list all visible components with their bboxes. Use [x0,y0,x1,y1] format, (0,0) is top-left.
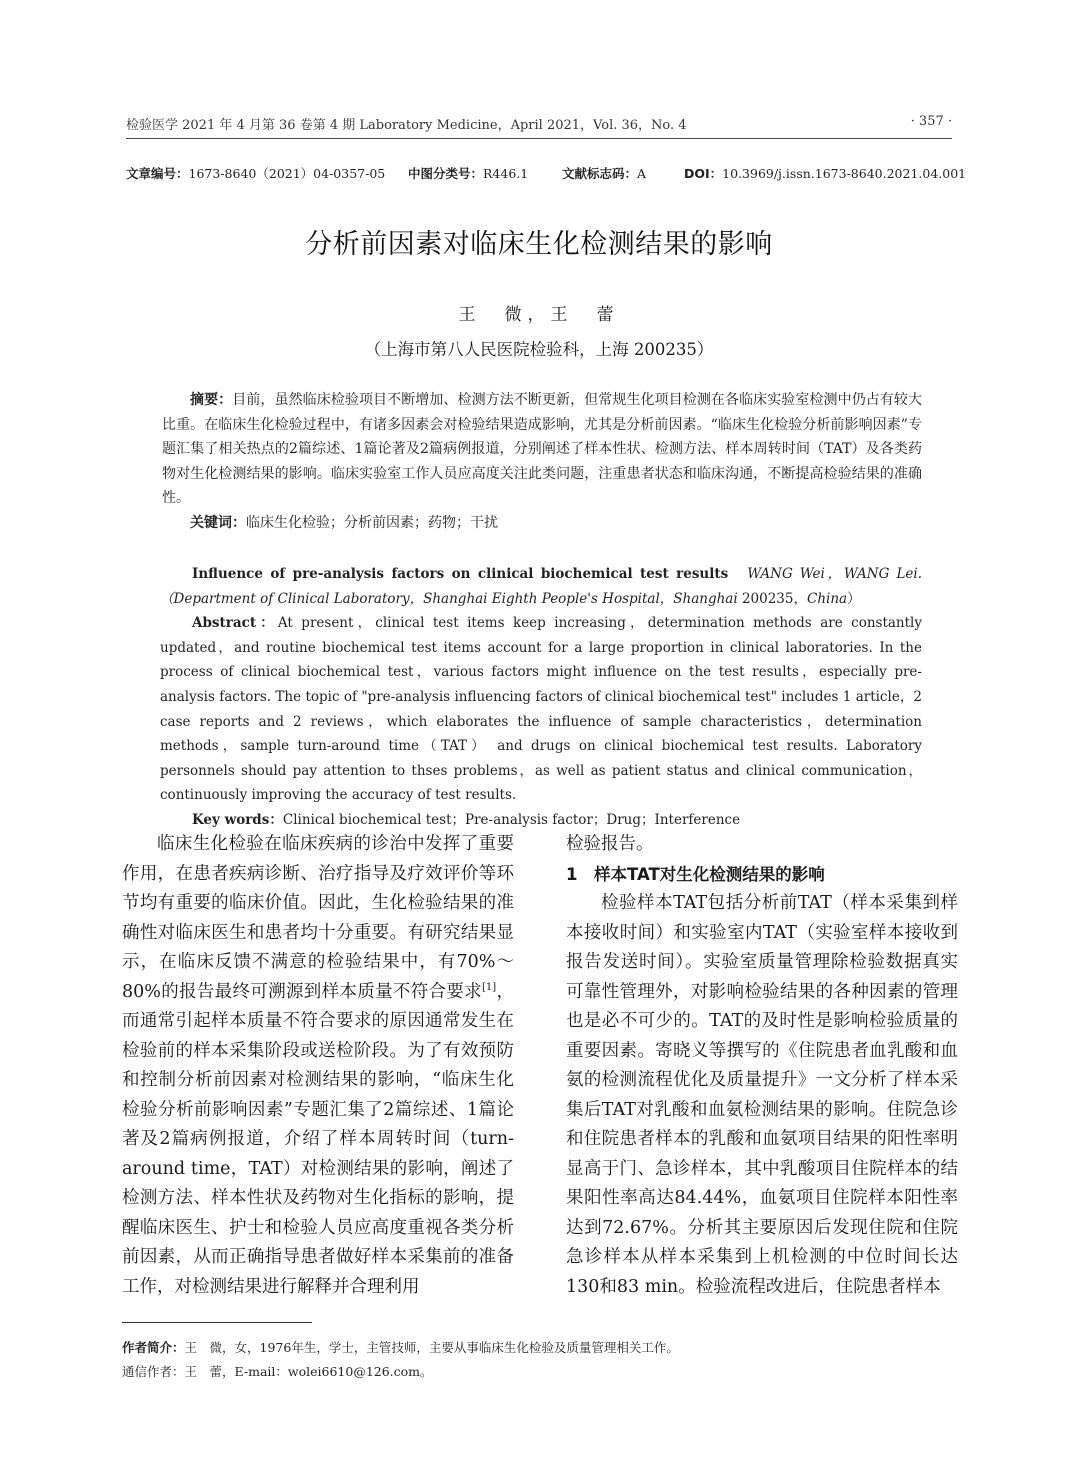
cn-abstract-text: 摘要：目前，虽然临床检验项目不断增加、检测方法不断更新，但常规生化项目检测在各临床实验室检测中仍占有较大比重。在临床生化检验过程中，有诸多因素会对检验结果造成影响，尤其是分析前因素。“临床生化检验分析前影响因素”专题汇集了相关热点的2篇综述、1篇论著及2篇病例报道，分别阐述了样本性状、检测方法、样本周转时间（TAT）及各类药物对生化检测结果的影响。临床实验室工作人员应高度关注此类问题，注重患者状态和临床沟通，不断提高检验结果的准确性。 [162,392,923,506]
body-left-column [122,830,514,1302]
article-meta [126,164,967,184]
english-abstract [160,562,922,833]
intro-paragraph: 临床生化检验在临床疾病的诊治中发挥了重要作用，在患者疾病诊断、治疗指导及疗效评价等环节均有重要的临床价值。因此，生化检验结果的准确性对临床医生和患者均十分重要。有研究结果显示，在临床反馈不满意的检验结果中，有70%～80%的报告最终可溯源到样本质量不符合要求[1]，而通常引起样本质量不符合要求的原因通常发生在检验前的样本采集阶段或送检阶段。为了有效预防和控制分析前因素对检测结果的影响，“临床生化检验分析前影响因素”专题汇集了2篇综述、1篇论著及2篇病例报道，介绍了样本周转时间（turn-around time，TAT）对检测结果的影响，阐述了检测方法、样本性状及药物对生化指标的影响，提醒临床医生、护士和检验人员应高度重视各类分析前因素，从而正确指导患者做好样本采集前的准备工作，对检测结果进行解释并合理利用 [122,834,514,1297]
affiliation: （上海市第八人民医院检验科，上海 200235） [364,340,714,359]
en-title-line: Influence of pre-analysis factors on clinical biochemical test results WANG Wei，WANG Lei.（Department of Clinical Laboratory，Shanghai Eighth People's Hospital，Shanghai 200235，China） [160,566,923,607]
corresponding-author: 通信作者：王 蕾，E-mail：wolei6610@126.com。 [122,1364,433,1379]
article-number: 文章编号：1673-8640（2021）04-0357-05 [126,166,386,181]
footnote-rule [122,1322,312,1323]
cn-keywords: 关键词：临床生化检验；分析前因素；药物；干扰 [190,514,498,531]
doi: DOI：10.3969/j.issn.1673-8640.2021.04.001 [684,166,967,181]
en-abstract-text: Abstract：At present，clinical test items keep increasing，determination methods are constantly updated，and routine biochemical test items account for a large proportion in clinical laboratories. In the process of clinical biochemical test，various factors might influence on the test results，especially pre-analysis factors. The topic of "pre-analysis influencing factors of clinical biochemical test" includes 1 article，2 case reports and 2 reviews，which elaborates the influence of sample characteristics，determination methods，sample turn-around time（TAT） and drugs on clinical biochemical test results. Laboratory personnels should pay attention to thses problems，as well as patient status and clinical communication，continuously improving the accuracy of test results. [160,615,922,804]
running-header [126,114,952,134]
article-title: 分析前因素对临床生化检测结果的影响 [305,229,773,260]
journal-info: 检验医学 2021 年 4 月第 36 卷第 4 期 Laboratory Medicine，April 2021，Vol. 36，No. 4 [126,118,687,133]
reference-1[interactable]: [1] [482,981,497,993]
page-number: · 357 · [910,114,952,129]
section-1-paragraph: 检验样本TAT包括分析前TAT（样本采集到样本接收时间）和实验室内TAT（实验室样本接收到报告发送时间）。实验室质量管理除检验数据真实可靠性管理外，对影响检验结果的各种因素的管理也是必不可少的。TAT的及时性是影响检验质量的重要因素。寄晓义等撰写的《住院患者血乳酸和血氨的检测流程优化及质量提升》一文分析了样本采集后TAT对乳酸和血氨检测结果的影响。住院急诊和住院患者样本的乳酸和血氨项目结果的阳性率明显高于门、急诊样本，其中乳酸项目住院样本的结果阳性率高达84.44%，血氨项目住院样本阳性率达到72.67%。分析其主要原因后发现住院和住院急诊样本从样本采集到上机检测的中位时间长达130和83 min。检验流程改进后，住院患者样本 [566,893,958,1297]
section-1-heading: 1 样本TAT对生化检测结果的影响 [566,864,825,884]
footnotes [122,1336,952,1384]
chinese-abstract [162,388,922,535]
authors: 王 微，王 蕾 [458,305,620,325]
intro-continuation: 检验报告。 [566,834,654,854]
clc-number: 中图分类号：R446.1 [408,166,529,181]
header-rule [126,138,952,139]
body-right-column [566,830,958,1302]
author-bio: 作者简介：王 微，女，1976年生，学士，主管技师，主要从事临床生化检验及质量管理相关工作。 [122,1340,679,1355]
en-keywords: Key words：Clinical biochemical test；Pre-analysis factor；Drug；Interference [192,811,741,828]
document-code: 文献标志码：A [562,166,647,181]
